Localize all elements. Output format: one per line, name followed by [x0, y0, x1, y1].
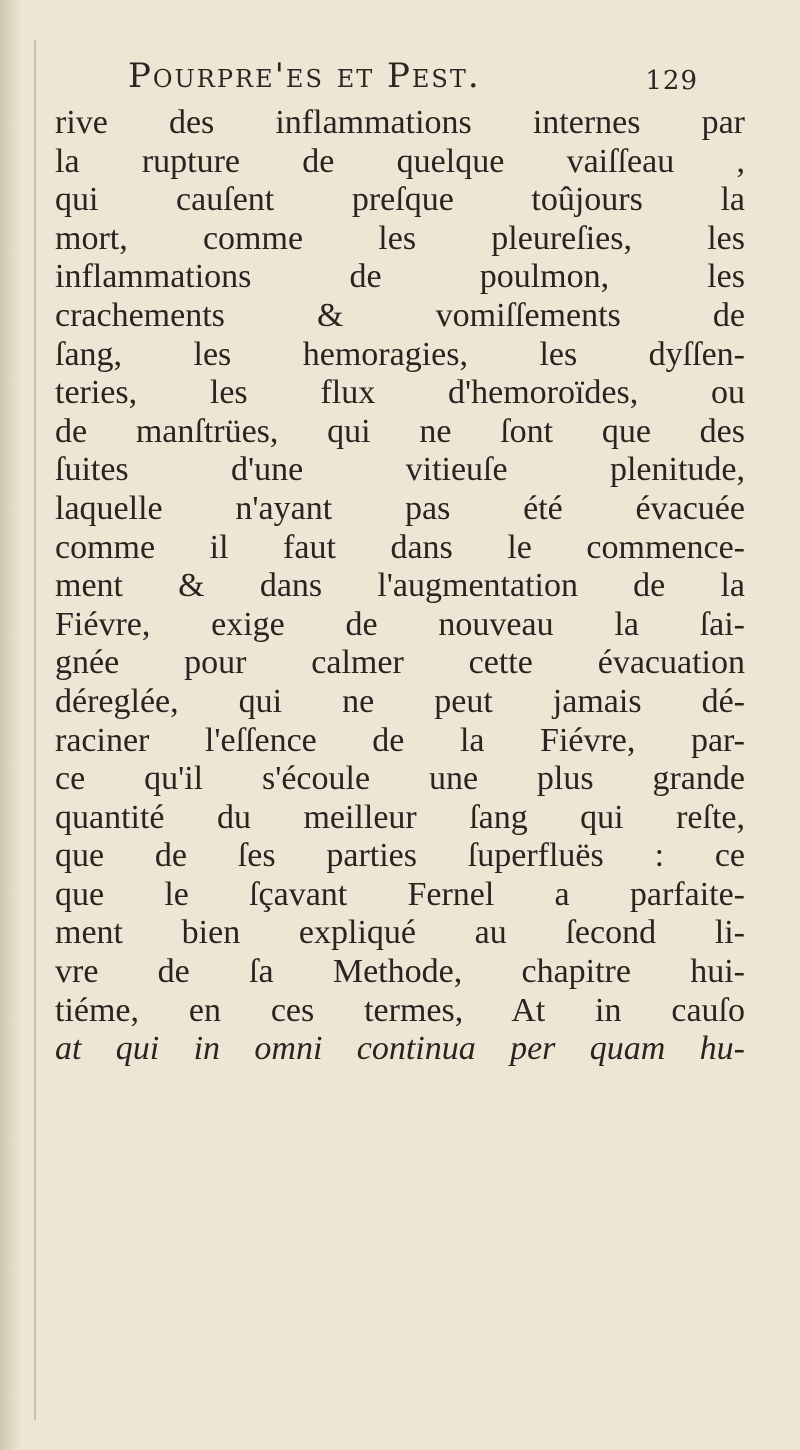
page-header: [128, 52, 698, 102]
text-line: ce qu'il s'écoule une plus grande: [55, 760, 745, 798]
text-line: raciner l'eſſence de la Fiévre, par-: [55, 721, 745, 759]
text-line: que de ſes parties ſuperfluës : ce: [55, 837, 745, 875]
text-line: teries, les flux d'hemoroïdes, ou: [55, 374, 745, 412]
text-line: ſang, les hemoragies, les dyſſen-: [55, 335, 745, 373]
binding-gutter: [0, 0, 22, 1450]
text-line: Fiévre, exige de nouveau la ſai-: [55, 605, 745, 643]
text-line: ment & dans l'augmentation de la: [55, 567, 745, 605]
text-line: gnée pour calmer cette évacuation: [55, 644, 745, 682]
page-margin-rule: [34, 40, 36, 1420]
page-number: 129: [645, 66, 698, 96]
body-text: [55, 104, 745, 1069]
text-line: qui cauſent preſque toûjours la: [55, 181, 745, 219]
text-line: tiéme, en ces termes, At in cauſo: [55, 991, 745, 1029]
text-line: rive des inflammations internes par: [55, 104, 745, 141]
text-line: ſuites d'une vitieuſe plenitude,: [55, 451, 745, 489]
text-line: que le ſçavant Fernel a parfaite-: [55, 875, 745, 913]
text-line: quantité du meilleur ſang qui reſte,: [55, 798, 745, 836]
text-line: at qui in omni continua per quam hu-: [55, 1030, 745, 1068]
text-line: laquelle n'ayant pas été évacuée: [55, 489, 745, 527]
text-line: déreglée, qui ne peut jamais dé-: [55, 682, 745, 720]
text-line: la rupture de quelque vaiſſeau ,: [55, 142, 745, 180]
running-title: Pourpre'es et Pest.: [128, 56, 481, 96]
text-line: comme il faut dans le commence-: [55, 528, 745, 566]
text-line: vre de ſa Methode, chapitre hui-: [55, 953, 745, 991]
text-line: de manſtrües, qui ne ſont que des: [55, 412, 745, 450]
text-line: crachements & vomiſſements de: [55, 296, 745, 334]
text-line: ment bien expliqué au ſecond li-: [55, 914, 745, 952]
text-line: mort, comme les pleureſies, les: [55, 219, 745, 257]
text-line: inflammations de poulmon, les: [55, 258, 745, 296]
